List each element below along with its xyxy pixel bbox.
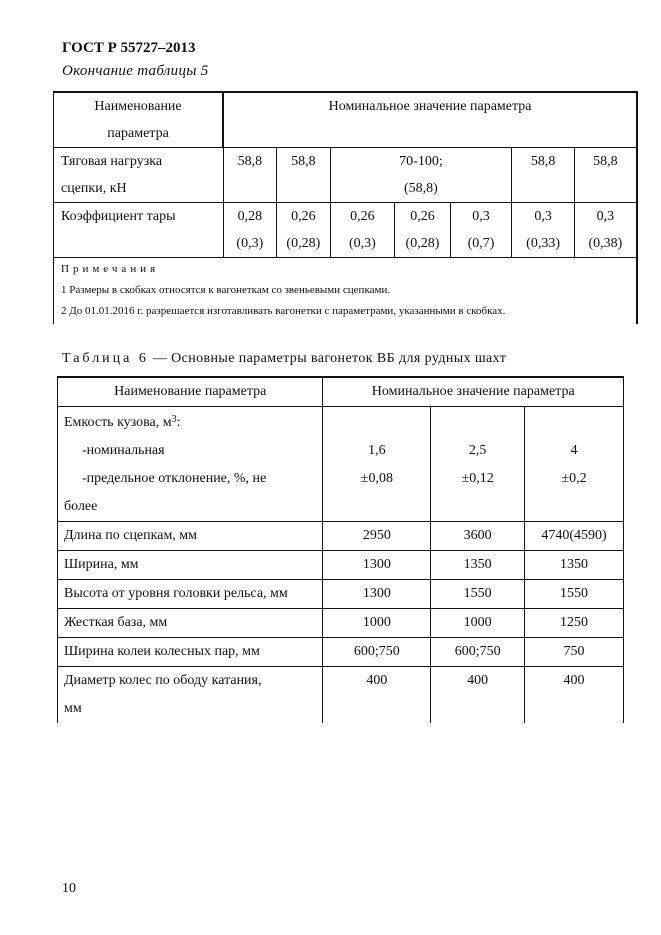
cell-line: 0,26	[291, 209, 316, 224]
caption-text: — Основные параметры вагонеток ВБ для рудных шахт	[148, 351, 507, 366]
cell-line: 0,26	[410, 209, 435, 224]
table-5	[53, 91, 638, 324]
row-label-line: мм	[64, 701, 82, 716]
table6-header-value: Номинальное значение параметра	[323, 377, 624, 407]
table-row	[54, 203, 638, 258]
table-row	[58, 609, 624, 638]
table-row	[58, 638, 624, 667]
table-row	[58, 667, 624, 724]
table6-cell: 1000	[323, 609, 431, 638]
table5-row-label: Коэффициент тары	[54, 203, 224, 258]
table-6	[57, 376, 624, 723]
table-row	[54, 92, 638, 148]
table6-row-label: Ширина, мм	[58, 551, 323, 580]
note-2: 2 До 01.01.2016 г. разрешается изготавливать вагонетки с параметрами, указанными в скобках.	[61, 305, 506, 317]
cell-line: ±0,12	[461, 471, 494, 486]
cell-line: 70-100;	[399, 154, 443, 169]
header-label-line: параметра	[107, 126, 169, 141]
table5-cell: 58,8	[277, 148, 331, 203]
table6-cell: 400	[525, 667, 624, 724]
table-row	[58, 551, 624, 580]
table6-cell: 600;750	[431, 638, 525, 667]
cell-line: (0,3)	[236, 236, 264, 251]
header-label-line: Наименование	[94, 99, 182, 114]
cell-line: (0,38)	[588, 236, 623, 251]
table5-notes	[54, 258, 638, 325]
table6-cell	[323, 407, 431, 522]
cell-line: 0,3	[596, 209, 615, 224]
table5-cell: 58,8	[512, 148, 575, 203]
table6-header-label: Наименование параметра	[58, 377, 323, 407]
cell-line: 2,5	[468, 443, 487, 458]
table6-cell: 1300	[323, 551, 431, 580]
cell-line: ±0,08	[360, 471, 393, 486]
notes-title: Примечания	[61, 263, 160, 275]
cell-line: 0,3	[534, 209, 552, 224]
cell-line: 0,26	[350, 209, 375, 224]
table5-cell	[330, 203, 395, 258]
table6-cell: 400	[323, 667, 431, 724]
table6-cell: 1250	[525, 609, 624, 638]
table5-cell	[512, 203, 575, 258]
cell-line: 1,6	[368, 443, 386, 458]
table5-header-label	[54, 92, 224, 148]
table6-row-label: Ширина колеи колесных пар, мм	[58, 638, 323, 667]
cell-line: (0,7)	[467, 236, 495, 251]
capacity-label-text: Емкость кузова, м	[64, 415, 172, 430]
table5-cell	[330, 148, 512, 203]
cell-line: 4	[570, 443, 578, 458]
capacity-sub-label: -предельное отклонение, %, не	[82, 471, 267, 486]
table5-row-label	[54, 148, 224, 203]
table-row	[54, 148, 638, 203]
table6-cell: 1550	[525, 580, 624, 609]
table6-cell: 1550	[431, 580, 525, 609]
cell-line: (0,28)	[405, 236, 440, 251]
capacity-sub-label: более	[64, 499, 98, 514]
table6-cell: 1350	[525, 551, 624, 580]
table5-cell: 58,8	[574, 148, 637, 203]
table6-cell: 1000	[431, 609, 525, 638]
row-label-line: Тяговая нагрузка	[61, 154, 163, 169]
table5-header-value: Номинальное значение параметра	[223, 92, 637, 148]
table-6-caption	[62, 351, 506, 367]
table6-cell: 600;750	[323, 638, 431, 667]
table6-cell: 1350	[431, 551, 525, 580]
table5-cell	[395, 203, 451, 258]
table5-cell	[223, 203, 277, 258]
cell-line: (0,28)	[286, 236, 321, 251]
table6-cell: 400	[431, 667, 525, 724]
table5-cell: 58,8	[223, 148, 277, 203]
table6-cell: 4740(4590)	[525, 522, 624, 551]
cell-line: (58,8)	[404, 181, 438, 196]
table6-cell: 2950	[323, 522, 431, 551]
capacity-sub-label: -номинальная	[82, 443, 165, 458]
cell-line: (0,33)	[526, 236, 560, 251]
table6-row-label	[58, 407, 323, 522]
table-row	[58, 580, 624, 609]
table-row	[58, 377, 624, 407]
table-row	[58, 407, 624, 522]
table6-cell	[431, 407, 525, 522]
table6-cell: 1300	[323, 580, 431, 609]
page-number: 10	[62, 881, 76, 896]
standard-title: ГОСТ Р 55727–2013	[62, 40, 196, 56]
unit-superscript: 3	[171, 414, 177, 425]
cell-line: 0,28	[237, 209, 263, 224]
cell-line: ±0,2	[561, 471, 587, 486]
caption-prefix: Таблица 6	[62, 351, 149, 366]
table6-row-label: Жесткая база, мм	[58, 609, 323, 638]
table6-cell: 750	[525, 638, 624, 667]
table6-cell	[525, 407, 624, 522]
table5-cell	[450, 203, 512, 258]
table6-row-label: Высота от уровня головки рельса, мм	[58, 580, 323, 609]
table6-row-label	[58, 667, 323, 724]
note-1: 1 Размеры в скобках относятся к вагонеткам со звеньевыми сцепками.	[61, 284, 391, 296]
cell-line: 0,3	[472, 209, 490, 224]
cell-line: (0,3)	[348, 236, 376, 251]
row-label-line: Диаметр колес по ободу катания,	[64, 673, 262, 688]
table-continuation-title: Окончание таблицы 5	[62, 63, 209, 79]
table6-cell: 3600	[431, 522, 525, 551]
table-row	[54, 258, 638, 325]
capacity-label	[64, 409, 322, 437]
table6-row-label: Длина по сцепкам, мм	[58, 522, 323, 551]
table5-cell	[574, 203, 637, 258]
row-label-line: сцепки, кН	[61, 181, 127, 196]
label-colon: :	[176, 415, 181, 430]
table-row	[58, 522, 624, 551]
table5-cell	[277, 203, 331, 258]
